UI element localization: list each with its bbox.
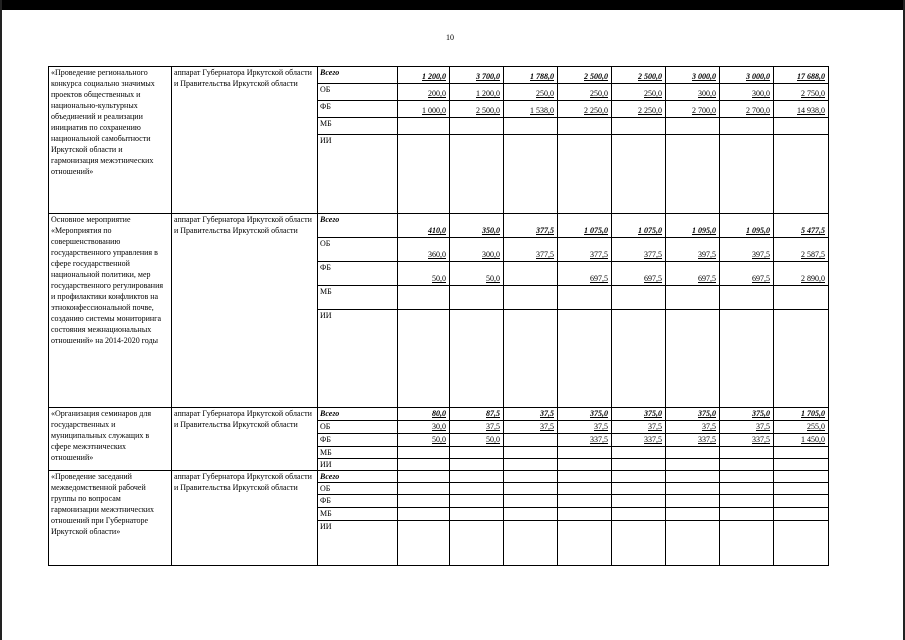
year-value-cell <box>398 84 450 101</box>
amount-value: 300,0 <box>698 89 716 98</box>
amount-value: 37,5 <box>540 409 554 418</box>
amount-value: 1 075,0 <box>584 226 608 235</box>
funding-source-label: ИИ <box>318 310 398 408</box>
executor-cell: аппарат Губернатора Иркутской области и Правительства Иркутской области <box>172 67 318 214</box>
year-value-cell <box>398 421 450 434</box>
amount-value: 37,5 <box>648 422 662 431</box>
year-value-cell <box>558 495 612 508</box>
year-value-cell <box>666 521 720 566</box>
amount-value: 255,0 <box>807 422 825 431</box>
year-value-cell <box>720 310 774 408</box>
activity-name: «Проведение регионального конкурса социально значимых проектов общественных и национально-культурных объединений и реализации инициатив по сохранению национальной самобытности Иркутской области и гармонизация межэтнических отношений» <box>49 67 172 214</box>
table-body <box>49 67 829 566</box>
year-value-cell <box>450 471 504 483</box>
funding-source-label: МБ <box>318 508 398 521</box>
amount-value: 2 250,0 <box>584 106 608 115</box>
amount-value: 337,5 <box>698 435 716 444</box>
year-value-cell <box>720 434 774 447</box>
year-value-cell <box>666 135 720 214</box>
total-value-cell <box>774 262 829 286</box>
executor-cell: аппарат Губернатора Иркутской области и Правительства Иркутской области <box>172 471 318 566</box>
funding-source-label: Всего <box>318 408 398 421</box>
year-value-cell <box>450 495 504 508</box>
amount-value: 87,5 <box>486 409 500 418</box>
amount-value: 2 500,0 <box>638 72 662 81</box>
year-value-cell <box>504 434 558 447</box>
year-value-cell <box>612 483 666 495</box>
amount-value: 50,0 <box>486 274 500 283</box>
amount-value: 1 705,0 <box>801 409 825 418</box>
amount-value: 30,0 <box>432 422 446 431</box>
year-value-cell <box>666 495 720 508</box>
year-value-cell <box>558 286 612 310</box>
year-value-cell <box>558 471 612 483</box>
year-value-cell <box>450 483 504 495</box>
year-value-cell <box>720 459 774 471</box>
year-value-cell <box>558 135 612 214</box>
amount-value: 1 450,0 <box>801 435 825 444</box>
year-value-cell <box>450 521 504 566</box>
funding-source-label: МБ <box>318 447 398 459</box>
year-value-cell <box>720 447 774 459</box>
amount-value: 337,5 <box>590 435 608 444</box>
year-value-cell <box>612 135 666 214</box>
year-value-cell <box>720 471 774 483</box>
year-value-cell <box>504 408 558 421</box>
year-value-cell <box>450 408 504 421</box>
amount-value: 50,0 <box>432 274 446 283</box>
amount-value: 697,5 <box>752 274 770 283</box>
executor-cell: аппарат Губернатора Иркутской области и Правительства Иркутской области <box>172 408 318 471</box>
amount-value: 1 200,0 <box>476 89 500 98</box>
year-value-cell <box>720 135 774 214</box>
scan-left-edge <box>0 0 2 640</box>
amount-value: 1 000,0 <box>422 106 446 115</box>
amount-value: 5 477,5 <box>801 226 825 235</box>
year-value-cell <box>504 118 558 135</box>
funding-source-label: Всего <box>318 214 398 238</box>
total-value-cell <box>774 286 829 310</box>
page-number: 10 <box>446 33 454 42</box>
amount-value: 375,0 <box>752 409 770 418</box>
year-value-cell <box>450 84 504 101</box>
financing-table <box>48 66 829 566</box>
amount-value: 200,0 <box>428 89 446 98</box>
year-value-cell <box>504 521 558 566</box>
year-value-cell <box>720 408 774 421</box>
year-value-cell <box>666 238 720 262</box>
year-value-cell <box>450 262 504 286</box>
amount-value: 377,5 <box>536 226 554 235</box>
year-value-cell <box>720 286 774 310</box>
year-value-cell <box>504 508 558 521</box>
year-value-cell <box>504 84 558 101</box>
year-value-cell <box>612 508 666 521</box>
year-value-cell <box>612 447 666 459</box>
amount-value: 37,5 <box>756 422 770 431</box>
amount-value: 17 688,0 <box>797 72 825 81</box>
year-value-cell <box>450 67 504 84</box>
year-value-cell <box>504 459 558 471</box>
year-value-cell <box>558 421 612 434</box>
year-value-cell <box>612 67 666 84</box>
total-value-cell <box>774 67 829 84</box>
amount-value: 2 890,0 <box>801 274 825 283</box>
year-value-cell <box>666 310 720 408</box>
table-row <box>49 471 829 483</box>
year-value-cell <box>612 286 666 310</box>
year-value-cell <box>558 483 612 495</box>
year-value-cell <box>450 421 504 434</box>
year-value-cell <box>558 84 612 101</box>
amount-value: 37,5 <box>486 422 500 431</box>
year-value-cell <box>558 508 612 521</box>
year-value-cell <box>666 447 720 459</box>
year-value-cell <box>666 84 720 101</box>
year-value-cell <box>450 434 504 447</box>
year-value-cell <box>450 508 504 521</box>
amount-value: 697,5 <box>590 274 608 283</box>
amount-value: 50,0 <box>432 435 446 444</box>
total-value-cell <box>774 508 829 521</box>
year-value-cell <box>720 84 774 101</box>
total-value-cell <box>774 238 829 262</box>
year-value-cell <box>720 101 774 118</box>
amount-value: 1 075,0 <box>638 226 662 235</box>
total-value-cell <box>774 434 829 447</box>
year-value-cell <box>612 310 666 408</box>
funding-source-label: ОБ <box>318 84 398 101</box>
amount-value: 2 587,5 <box>801 250 825 259</box>
year-value-cell <box>504 101 558 118</box>
executor-cell: аппарат Губернатора Иркутской области и Правительства Иркутской области <box>172 214 318 408</box>
activity-name: «Проведение заседаний межведомственной рабочей группы по вопросам гармонизации межэтнических отношений при Губернаторе Иркутской области» <box>49 471 172 566</box>
year-value-cell <box>504 471 558 483</box>
year-value-cell <box>398 310 450 408</box>
year-value-cell <box>612 214 666 238</box>
year-value-cell <box>612 459 666 471</box>
amount-value: 2 500,0 <box>584 72 608 81</box>
amount-value: 1 095,0 <box>692 226 716 235</box>
year-value-cell <box>450 459 504 471</box>
amount-value: 1 538,0 <box>530 106 554 115</box>
total-value-cell <box>774 310 829 408</box>
year-value-cell <box>666 421 720 434</box>
total-value-cell <box>774 214 829 238</box>
year-value-cell <box>398 67 450 84</box>
year-value-cell <box>450 286 504 310</box>
year-value-cell <box>666 483 720 495</box>
year-value-cell <box>450 447 504 459</box>
activity-name: Основное мероприятие «Мероприятия по совершенствованию государственного управления в сфере государственной национальной политики, мер государственного регулирования и профилактики конфликтов на этноконфессиональной почве, созданию системы мониторинга состояния межнациональных отношений» на 2014-2020 годы <box>49 214 172 408</box>
year-value-cell <box>666 101 720 118</box>
amount-value: 300,0 <box>752 89 770 98</box>
year-value-cell <box>720 214 774 238</box>
total-value-cell <box>774 495 829 508</box>
year-value-cell <box>398 262 450 286</box>
amount-value: 250,0 <box>644 89 662 98</box>
year-value-cell <box>398 101 450 118</box>
year-value-cell <box>398 214 450 238</box>
year-value-cell <box>558 101 612 118</box>
amount-value: 50,0 <box>486 435 500 444</box>
total-value-cell <box>774 471 829 483</box>
year-value-cell <box>666 508 720 521</box>
year-value-cell <box>558 118 612 135</box>
year-value-cell <box>666 471 720 483</box>
amount-value: 697,5 <box>698 274 716 283</box>
amount-value: 2 250,0 <box>638 106 662 115</box>
total-value-cell <box>774 118 829 135</box>
year-value-cell <box>398 459 450 471</box>
year-value-cell <box>558 67 612 84</box>
year-value-cell <box>450 310 504 408</box>
year-value-cell <box>398 495 450 508</box>
year-value-cell <box>720 238 774 262</box>
funding-source-label: МБ <box>318 118 398 135</box>
year-value-cell <box>612 434 666 447</box>
amount-value: 2 750,0 <box>801 89 825 98</box>
table-row <box>49 408 829 421</box>
year-value-cell <box>504 238 558 262</box>
table-row <box>49 214 829 238</box>
year-value-cell <box>720 421 774 434</box>
amount-value: 397,5 <box>752 250 770 259</box>
year-value-cell <box>612 238 666 262</box>
amount-value: 410,0 <box>428 226 446 235</box>
year-value-cell <box>720 508 774 521</box>
amount-value: 37,5 <box>540 422 554 431</box>
year-value-cell <box>666 459 720 471</box>
year-value-cell <box>666 408 720 421</box>
year-value-cell <box>450 118 504 135</box>
funding-source-label: МБ <box>318 286 398 310</box>
year-value-cell <box>504 483 558 495</box>
total-value-cell <box>774 101 829 118</box>
amount-value: 3 700,0 <box>476 72 500 81</box>
year-value-cell <box>398 508 450 521</box>
funding-source-label: ИИ <box>318 521 398 566</box>
year-value-cell <box>504 286 558 310</box>
year-value-cell <box>666 262 720 286</box>
year-value-cell <box>504 421 558 434</box>
amount-value: 377,5 <box>590 250 608 259</box>
amount-value: 350,0 <box>482 226 500 235</box>
total-value-cell <box>774 408 829 421</box>
amount-value: 697,5 <box>644 274 662 283</box>
year-value-cell <box>398 118 450 135</box>
total-value-cell <box>774 421 829 434</box>
amount-value: 375,0 <box>590 409 608 418</box>
year-value-cell <box>398 483 450 495</box>
year-value-cell <box>398 238 450 262</box>
scan-top-border <box>0 0 905 10</box>
funding-source-label: Всего <box>318 67 398 84</box>
amount-value: 37,5 <box>702 422 716 431</box>
year-value-cell <box>612 495 666 508</box>
amount-value: 1 788,0 <box>530 72 554 81</box>
year-value-cell <box>558 262 612 286</box>
year-value-cell <box>558 238 612 262</box>
year-value-cell <box>612 262 666 286</box>
year-value-cell <box>720 262 774 286</box>
amount-value: 397,5 <box>698 250 716 259</box>
funding-source-label: ФБ <box>318 101 398 118</box>
total-value-cell <box>774 459 829 471</box>
year-value-cell <box>612 84 666 101</box>
table-row <box>49 67 829 84</box>
year-value-cell <box>666 67 720 84</box>
amount-value: 2 700,0 <box>692 106 716 115</box>
year-value-cell <box>398 135 450 214</box>
amount-value: 3 000,0 <box>746 72 770 81</box>
funding-source-label: Всего <box>318 471 398 483</box>
year-value-cell <box>612 521 666 566</box>
year-value-cell <box>612 408 666 421</box>
amount-value: 300,0 <box>482 250 500 259</box>
funding-source-label: ФБ <box>318 434 398 447</box>
amount-value: 80,0 <box>432 409 446 418</box>
year-value-cell <box>450 135 504 214</box>
funding-source-label: ИИ <box>318 135 398 214</box>
year-value-cell <box>398 471 450 483</box>
year-value-cell <box>612 471 666 483</box>
year-value-cell <box>450 101 504 118</box>
year-value-cell <box>558 521 612 566</box>
funding-source-label: ФБ <box>318 262 398 286</box>
amount-value: 375,0 <box>644 409 662 418</box>
year-value-cell <box>398 521 450 566</box>
amount-value: 14 938,0 <box>797 106 825 115</box>
year-value-cell <box>612 101 666 118</box>
funding-source-label: ФБ <box>318 495 398 508</box>
funding-source-label: ИИ <box>318 459 398 471</box>
total-value-cell <box>774 447 829 459</box>
year-value-cell <box>558 459 612 471</box>
total-value-cell <box>774 521 829 566</box>
year-value-cell <box>612 118 666 135</box>
year-value-cell <box>666 118 720 135</box>
year-value-cell <box>504 67 558 84</box>
activity-name: «Организация семинаров для государственных и муниципальных служащих в сфере межэтнических отношений» <box>49 408 172 471</box>
year-value-cell <box>398 434 450 447</box>
amount-value: 375,0 <box>698 409 716 418</box>
amount-value: 1 200,0 <box>422 72 446 81</box>
total-value-cell <box>774 84 829 101</box>
amount-value: 377,5 <box>644 250 662 259</box>
funding-source-label: ОБ <box>318 238 398 262</box>
year-value-cell <box>558 434 612 447</box>
year-value-cell <box>558 447 612 459</box>
amount-value: 2 500,0 <box>476 106 500 115</box>
total-value-cell <box>774 483 829 495</box>
year-value-cell <box>666 286 720 310</box>
year-value-cell <box>612 421 666 434</box>
amount-value: 3 000,0 <box>692 72 716 81</box>
year-value-cell <box>666 214 720 238</box>
year-value-cell <box>720 118 774 135</box>
year-value-cell <box>504 310 558 408</box>
year-value-cell <box>666 434 720 447</box>
year-value-cell <box>720 495 774 508</box>
year-value-cell <box>398 447 450 459</box>
amount-value: 37,5 <box>594 422 608 431</box>
year-value-cell <box>504 214 558 238</box>
amount-value: 360,0 <box>428 250 446 259</box>
amount-value: 250,0 <box>590 89 608 98</box>
year-value-cell <box>504 495 558 508</box>
amount-value: 2 700,0 <box>746 106 770 115</box>
year-value-cell <box>398 408 450 421</box>
year-value-cell <box>450 238 504 262</box>
year-value-cell <box>720 483 774 495</box>
year-value-cell <box>720 67 774 84</box>
year-value-cell <box>504 447 558 459</box>
amount-value: 337,5 <box>752 435 770 444</box>
year-value-cell <box>720 521 774 566</box>
year-value-cell <box>558 214 612 238</box>
total-value-cell <box>774 135 829 214</box>
amount-value: 250,0 <box>536 89 554 98</box>
funding-source-label: ОБ <box>318 421 398 434</box>
amount-value: 337,5 <box>644 435 662 444</box>
year-value-cell <box>450 214 504 238</box>
funding-source-label: ОБ <box>318 483 398 495</box>
amount-value: 377,5 <box>536 250 554 259</box>
amount-value: 1 095,0 <box>746 226 770 235</box>
year-value-cell <box>558 408 612 421</box>
year-value-cell <box>398 286 450 310</box>
year-value-cell <box>504 135 558 214</box>
year-value-cell <box>558 310 612 408</box>
year-value-cell <box>504 262 558 286</box>
